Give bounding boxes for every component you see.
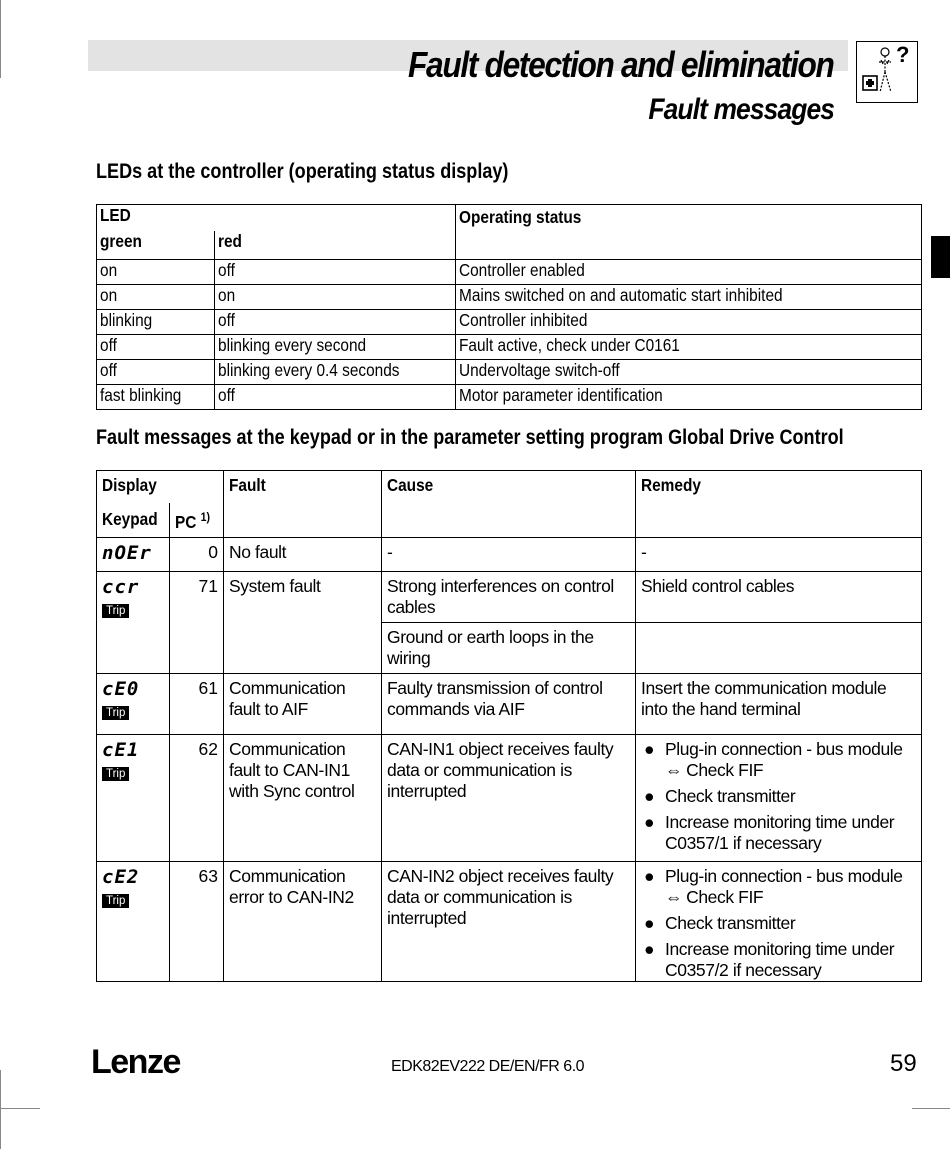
- table-cell: on: [97, 285, 215, 310]
- remedy-list: [641, 866, 916, 981]
- table-cell: on: [97, 260, 215, 285]
- pc-cell: 61: [170, 674, 224, 735]
- keypad-cell: cE0 Trip: [97, 674, 170, 735]
- double-arrow-icon: ⇔: [665, 887, 683, 907]
- table-cell: blinking: [97, 310, 215, 335]
- fault-cell: System fault: [224, 572, 382, 674]
- keypad-cell: cE2 Trip: [97, 862, 170, 982]
- trip-badge: Trip: [102, 706, 129, 720]
- table-row: [97, 862, 922, 982]
- table-cell: Mains switched on and automatic start inhibited: [456, 285, 922, 310]
- troubleshooting-icon: [856, 41, 918, 103]
- list-item: ● Check transmitter: [644, 786, 796, 806]
- fault-messages-table: [96, 470, 922, 982]
- header-cell: Remedy: [636, 471, 922, 538]
- lenze-logo: Lenze: [91, 1043, 180, 1081]
- page-subtitle: Fault messages: [648, 93, 834, 126]
- table-row: [97, 260, 922, 285]
- chapter-tab: [931, 236, 950, 278]
- table-cell: off: [97, 360, 215, 385]
- table-row: [97, 674, 922, 735]
- fault-cell: No fault: [224, 538, 382, 572]
- page-number: 59: [890, 1050, 917, 1077]
- table-cell: fast blinking: [97, 385, 215, 410]
- cause-cell: -: [382, 538, 636, 572]
- keypad-cell: nOEr: [97, 538, 170, 572]
- pc-cell: 63: [170, 862, 224, 982]
- page-title: Fault detection and elimination: [408, 44, 834, 85]
- fault-section-heading: Fault messages at the keypad or in the parameter setting program Global Drive Control: [96, 426, 844, 449]
- remedy-cell: -: [636, 538, 922, 572]
- list-item: ● Plug-in connection - bus module ⇔ Check FIF: [644, 739, 903, 780]
- table-header-row: [97, 205, 922, 232]
- led-section-heading: LEDs at the controller (operating status display): [96, 160, 509, 183]
- trip-badge: Trip: [102, 894, 129, 908]
- table-cell: Controller enabled: [456, 260, 922, 285]
- keypad-cell: cE1 Trip: [97, 735, 170, 862]
- svg-text:?: ?: [896, 42, 910, 67]
- bullet-icon: ●: [644, 913, 655, 933]
- crop-mark: [0, 1070, 1, 1149]
- remedy-cell: [636, 862, 922, 982]
- crop-mark: [0, 0, 1, 78]
- cause-cell: Strong interferences on control cables: [382, 572, 636, 623]
- table-header-row: [97, 471, 922, 504]
- trip-badge: Trip: [102, 767, 129, 781]
- fault-cell: Communication fault to CAN-IN1 with Sync control: [224, 735, 382, 862]
- table-row: [97, 385, 922, 410]
- table-cell: off: [215, 385, 456, 410]
- table-cell: Undervoltage switch-off: [456, 360, 922, 385]
- header-cell: Fault: [224, 471, 382, 538]
- remedy-cell: [636, 735, 922, 862]
- header-cell: green: [97, 231, 215, 260]
- table-cell: Motor parameter identification: [456, 385, 922, 410]
- table-row: [97, 335, 922, 360]
- cause-cell: Faulty transmission of control commands via AIF: [382, 674, 636, 735]
- bullet-icon: ●: [644, 939, 655, 959]
- list-item: ● Increase monitoring time under C0357/2 if necessary: [644, 939, 895, 980]
- remedy-cell: Shield control cables: [636, 572, 922, 623]
- cause-cell: CAN-IN2 object receives faulty data or communication is interrupted: [382, 862, 636, 982]
- list-item: ● Plug-in connection - bus module ⇔ Check FIF: [644, 866, 903, 907]
- header-cell: red: [215, 231, 456, 260]
- header-cell: Keypad: [97, 503, 170, 538]
- table-row: [97, 735, 922, 862]
- header-cell: PC $^{1)}$: [170, 503, 224, 538]
- table-row: [97, 360, 922, 385]
- pc-cell: 0: [170, 538, 224, 572]
- table-cell: off: [215, 310, 456, 335]
- trip-badge: Trip: [102, 604, 129, 618]
- crop-mark: [912, 1108, 950, 1109]
- table-cell: blinking every 0.4 seconds: [215, 360, 456, 385]
- table-cell: off: [215, 260, 456, 285]
- bullet-icon: ●: [644, 866, 655, 886]
- table-cell: Fault active, check under C0161: [456, 335, 922, 360]
- crop-mark: [0, 1108, 40, 1109]
- bullet-icon: ●: [644, 812, 655, 832]
- bullet-icon: ●: [644, 739, 655, 759]
- list-item: ● Check transmitter: [644, 913, 796, 933]
- table-cell: blinking every second: [215, 335, 456, 360]
- header-cell: Display: [97, 471, 224, 504]
- pc-cell: 62: [170, 735, 224, 862]
- led-status-table: [96, 204, 922, 410]
- list-item: ● Increase monitoring time under C0357/1 if necessary: [644, 812, 895, 853]
- pc-cell: 71: [170, 572, 224, 674]
- table-row: [97, 310, 922, 335]
- table-cell: on: [215, 285, 456, 310]
- keypad-cell: ccr Trip: [97, 572, 170, 674]
- fault-cell: Communication fault to AIF: [224, 674, 382, 735]
- document-id: EDK82EV222 DE/EN/FR 6.0: [391, 1058, 585, 1075]
- header-cell: LED: [97, 205, 456, 232]
- remedy-list: [641, 739, 916, 854]
- bullet-icon: ●: [644, 786, 655, 806]
- cause-cell: CAN-IN1 object receives faulty data or communication is interrupted: [382, 735, 636, 862]
- table-row: [97, 538, 922, 572]
- cause-cell: Ground or earth loops in the wiring: [382, 623, 636, 674]
- table-cell: Controller inhibited: [456, 310, 922, 335]
- header-cell: Operating status: [456, 205, 922, 260]
- double-arrow-icon: ⇔: [665, 760, 683, 780]
- remedy-cell: Insert the communication module into the hand terminal: [636, 674, 922, 735]
- table-cell: off: [97, 335, 215, 360]
- remedy-cell: [636, 623, 922, 674]
- header-cell: Cause: [382, 471, 636, 538]
- table-row: [97, 285, 922, 310]
- fault-cell: Communication error to CAN-IN2: [224, 862, 382, 982]
- table-row: [97, 572, 922, 623]
